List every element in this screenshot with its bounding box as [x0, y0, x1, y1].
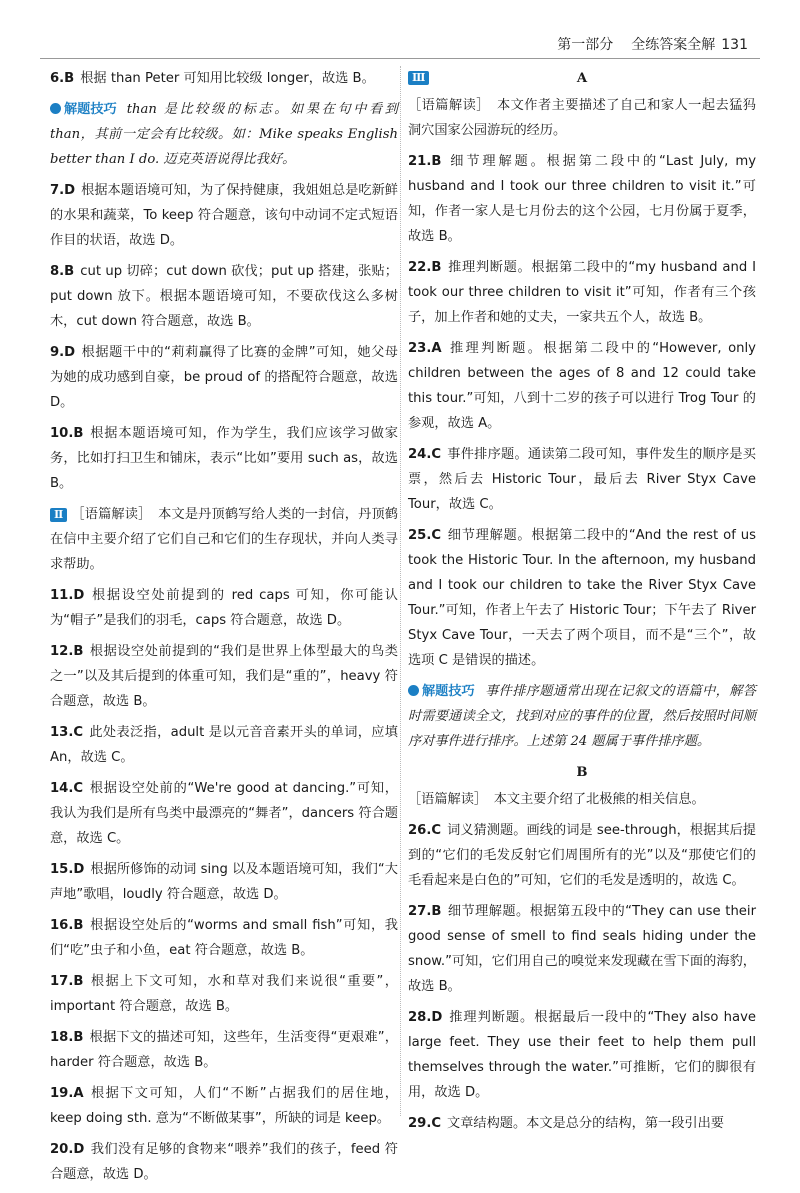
answer-item: 7.D 根据本题语境可知，为了保持健康，我姐姐总是吃新鲜的水果和蔬菜，To keep 符合题意，该句中动词不定式短语作目的状语，故选 D。: [50, 183, 398, 248]
answer-item: 9.D 根据题干中的“莉莉赢得了比赛的金牌”可知，她父母为她的成功感到自豪，be proud of 的搭配符合题意，故选 D。: [50, 345, 398, 410]
answer-item: 21.B 细节理解题。根据第二段中的“Last July, my husband and I took our three children to visit it.”可知，作者一家人是七月份去的这个公园，七月份属于夏季，故选 B。: [408, 154, 756, 244]
tip-label: 解题技巧: [50, 97, 117, 122]
page-number: 131: [721, 37, 748, 53]
section-heading: [408, 66, 756, 91]
running-head: [557, 34, 748, 54]
answer-item: 10.B 根据本题语境可知，作为学生，我们应该学习做家务，比如打扫卫生和铺床，表示“比如”要用 such as，故选 B。: [50, 426, 398, 491]
section-number-badge: Ⅲ: [408, 71, 429, 85]
column-divider: [400, 66, 401, 1116]
answer-item: 25.C 细节理解题。根据第二段中的“And the rest of us took the Historic Tour. In the afternoon, my husband and I took our children to take the River Styx Cave Tour.”可知，作者上午去了 Historic Tour；下午去了 River Styx Cave Tour，一天去了两个项目，而不是“三个”，故选项 C 是错误的描述。: [408, 528, 756, 668]
answer-item: 8.B cut up 切碎；cut down 砍伐；put up 搭建，张贴；put down 放下。根据本题语境可知，不要砍伐这么多树木，cut down 符合题意，故选 B。: [50, 264, 398, 329]
answer-item: 20.D 我们没有足够的食物来“喂养”我们的孩子，feed 符合题意，故选 D。: [50, 1142, 398, 1182]
right-column: [408, 66, 756, 1142]
tip-box: 解题技巧 than 是比较级的标志。如果在句中看到 than，其前一定会有比较级。如：Mike speaks English better than I do. 迈克英语说得比我好。: [50, 97, 398, 172]
part-label: 第一部分: [557, 37, 614, 53]
answer-item: 24.C 事件排序题。通读第二段可知，事件发生的顺序是买票，然后去 Historic Tour，最后去 River Styx Cave Tour，故选 C。: [408, 447, 756, 512]
tip-icon: [408, 685, 419, 696]
answer-item: 22.B 推理判断题。根据第二段中的“my husband and I took our three children to visit it”可知，作者有三个孩子，加上作者和她的丈夫，一家共五个人，故选 B。: [408, 260, 756, 325]
passage-summary: Ⅱ ［语篇解读］ 本文是丹顶鹤写给人类的一封信，丹顶鹤在信中主要介绍了它们自己和它们的生存现状，并向人类寻求帮助。: [50, 507, 398, 572]
answer-item: 16.B 根据设空处后的“worms and small fish”可知，我们“吃”虫子和小鱼，eat 符合题意，故选 B。: [50, 918, 398, 958]
part-title: B: [576, 765, 588, 780]
tip-label: 解题技巧: [408, 679, 475, 704]
header-rule: [40, 58, 760, 59]
section-number-badge: Ⅱ: [50, 508, 67, 522]
answer-item: 28.D 推理判断题。根据最后一段中的“They also have large feet. They use their feet to help them pull themselves through the water.”可推断，它们的脚很有用，故选 D。: [408, 1010, 756, 1100]
answer-item: 12.B 根据设空处前提到的“我们是世界上体型最大的鸟类之一”以及其后提到的体重可知，我们是“重的”，heavy 符合题意，故选 B。: [50, 644, 398, 709]
passage-summary: ［语篇解读］ 本文作者主要描述了自己和家人一起去猛犸洞穴国家公园游玩的经历。: [408, 98, 756, 138]
left-column: [50, 66, 398, 1193]
answer-item: 14.C 根据设空处前的“We're good at dancing.”可知，我认为我们是所有鸟类中最漂亮的“舞者”，dancers 符合题意，故选 C。: [50, 781, 398, 846]
answer-item: 17.B 根据上下文可知，水和草对我们来说很“重要”，important 符合题意，故选 B。: [50, 974, 398, 1014]
tip-icon: [50, 103, 61, 114]
answer-item: 23.A 推理判断题。根据第二段中的“However, only children between the ages of 8 and 12 could take this tour.”可知，八到十二岁的孩子可以进行 Trog Tour 的参观，故选 A。: [408, 341, 756, 431]
tip-box: 解题技巧 事件排序题通常出现在记叙文的语篇中，解答时需要通读全文，找到对应的事件的位置，然后按照时间顺序对事件进行排序。上述第 24 题属于事件排序题。: [408, 679, 756, 754]
answer-item: 6.B 根据 than Peter 可知用比较级 longer，故选 B。: [50, 71, 375, 86]
page-header: [0, 0, 800, 60]
answer-item: 29.C 文章结构题。本文是总分的结构，第一段引出要: [408, 1116, 724, 1131]
passage-summary: ［语篇解读］ 本文主要介绍了北极熊的相关信息。: [408, 792, 705, 807]
answer-item: 18.B 根据下文的描述可知，这些年，生活变得“更艰难”，harder 符合题意，故选 B。: [50, 1030, 398, 1070]
answer-item: 15.D 根据所修饰的动词 sing 以及本题语境可知，我们“大声地”歌唱，loudly 符合题意，故选 D。: [50, 862, 398, 902]
part-title: A: [576, 71, 588, 86]
answer-item: 26.C 词义猜测题。画线的词是 see-through，根据其后提到的“它们的毛发反射它们周围所有的光”以及“那使它们的毛看起来是白色的”可知，它们的毛发是透明的，故选 C。: [408, 823, 756, 888]
answer-item: 13.C 此处表泛指，adult 是以元音音素开头的单词，应填 An，故选 C。: [50, 725, 398, 765]
section-label: 全练答案全解: [631, 37, 716, 53]
answer-item: 27.B 细节理解题。根据第五段中的“They can use their good sense of smell to find seals hiding under the snow.”可知，它们用自己的嗅觉来发现藏在雪下面的海豹，故选 B。: [408, 904, 756, 994]
answer-item: 11.D 根据设空处前提到的 red caps 可知，你可能认为“帽子”是我们的羽毛，caps 符合题意，故选 D。: [50, 588, 398, 628]
answer-item: 19.A 根据下文可知，人们“不断”占据我们的居住地，keep doing sth. 意为“不断做某事”，所缺的词是 keep。: [50, 1086, 398, 1126]
